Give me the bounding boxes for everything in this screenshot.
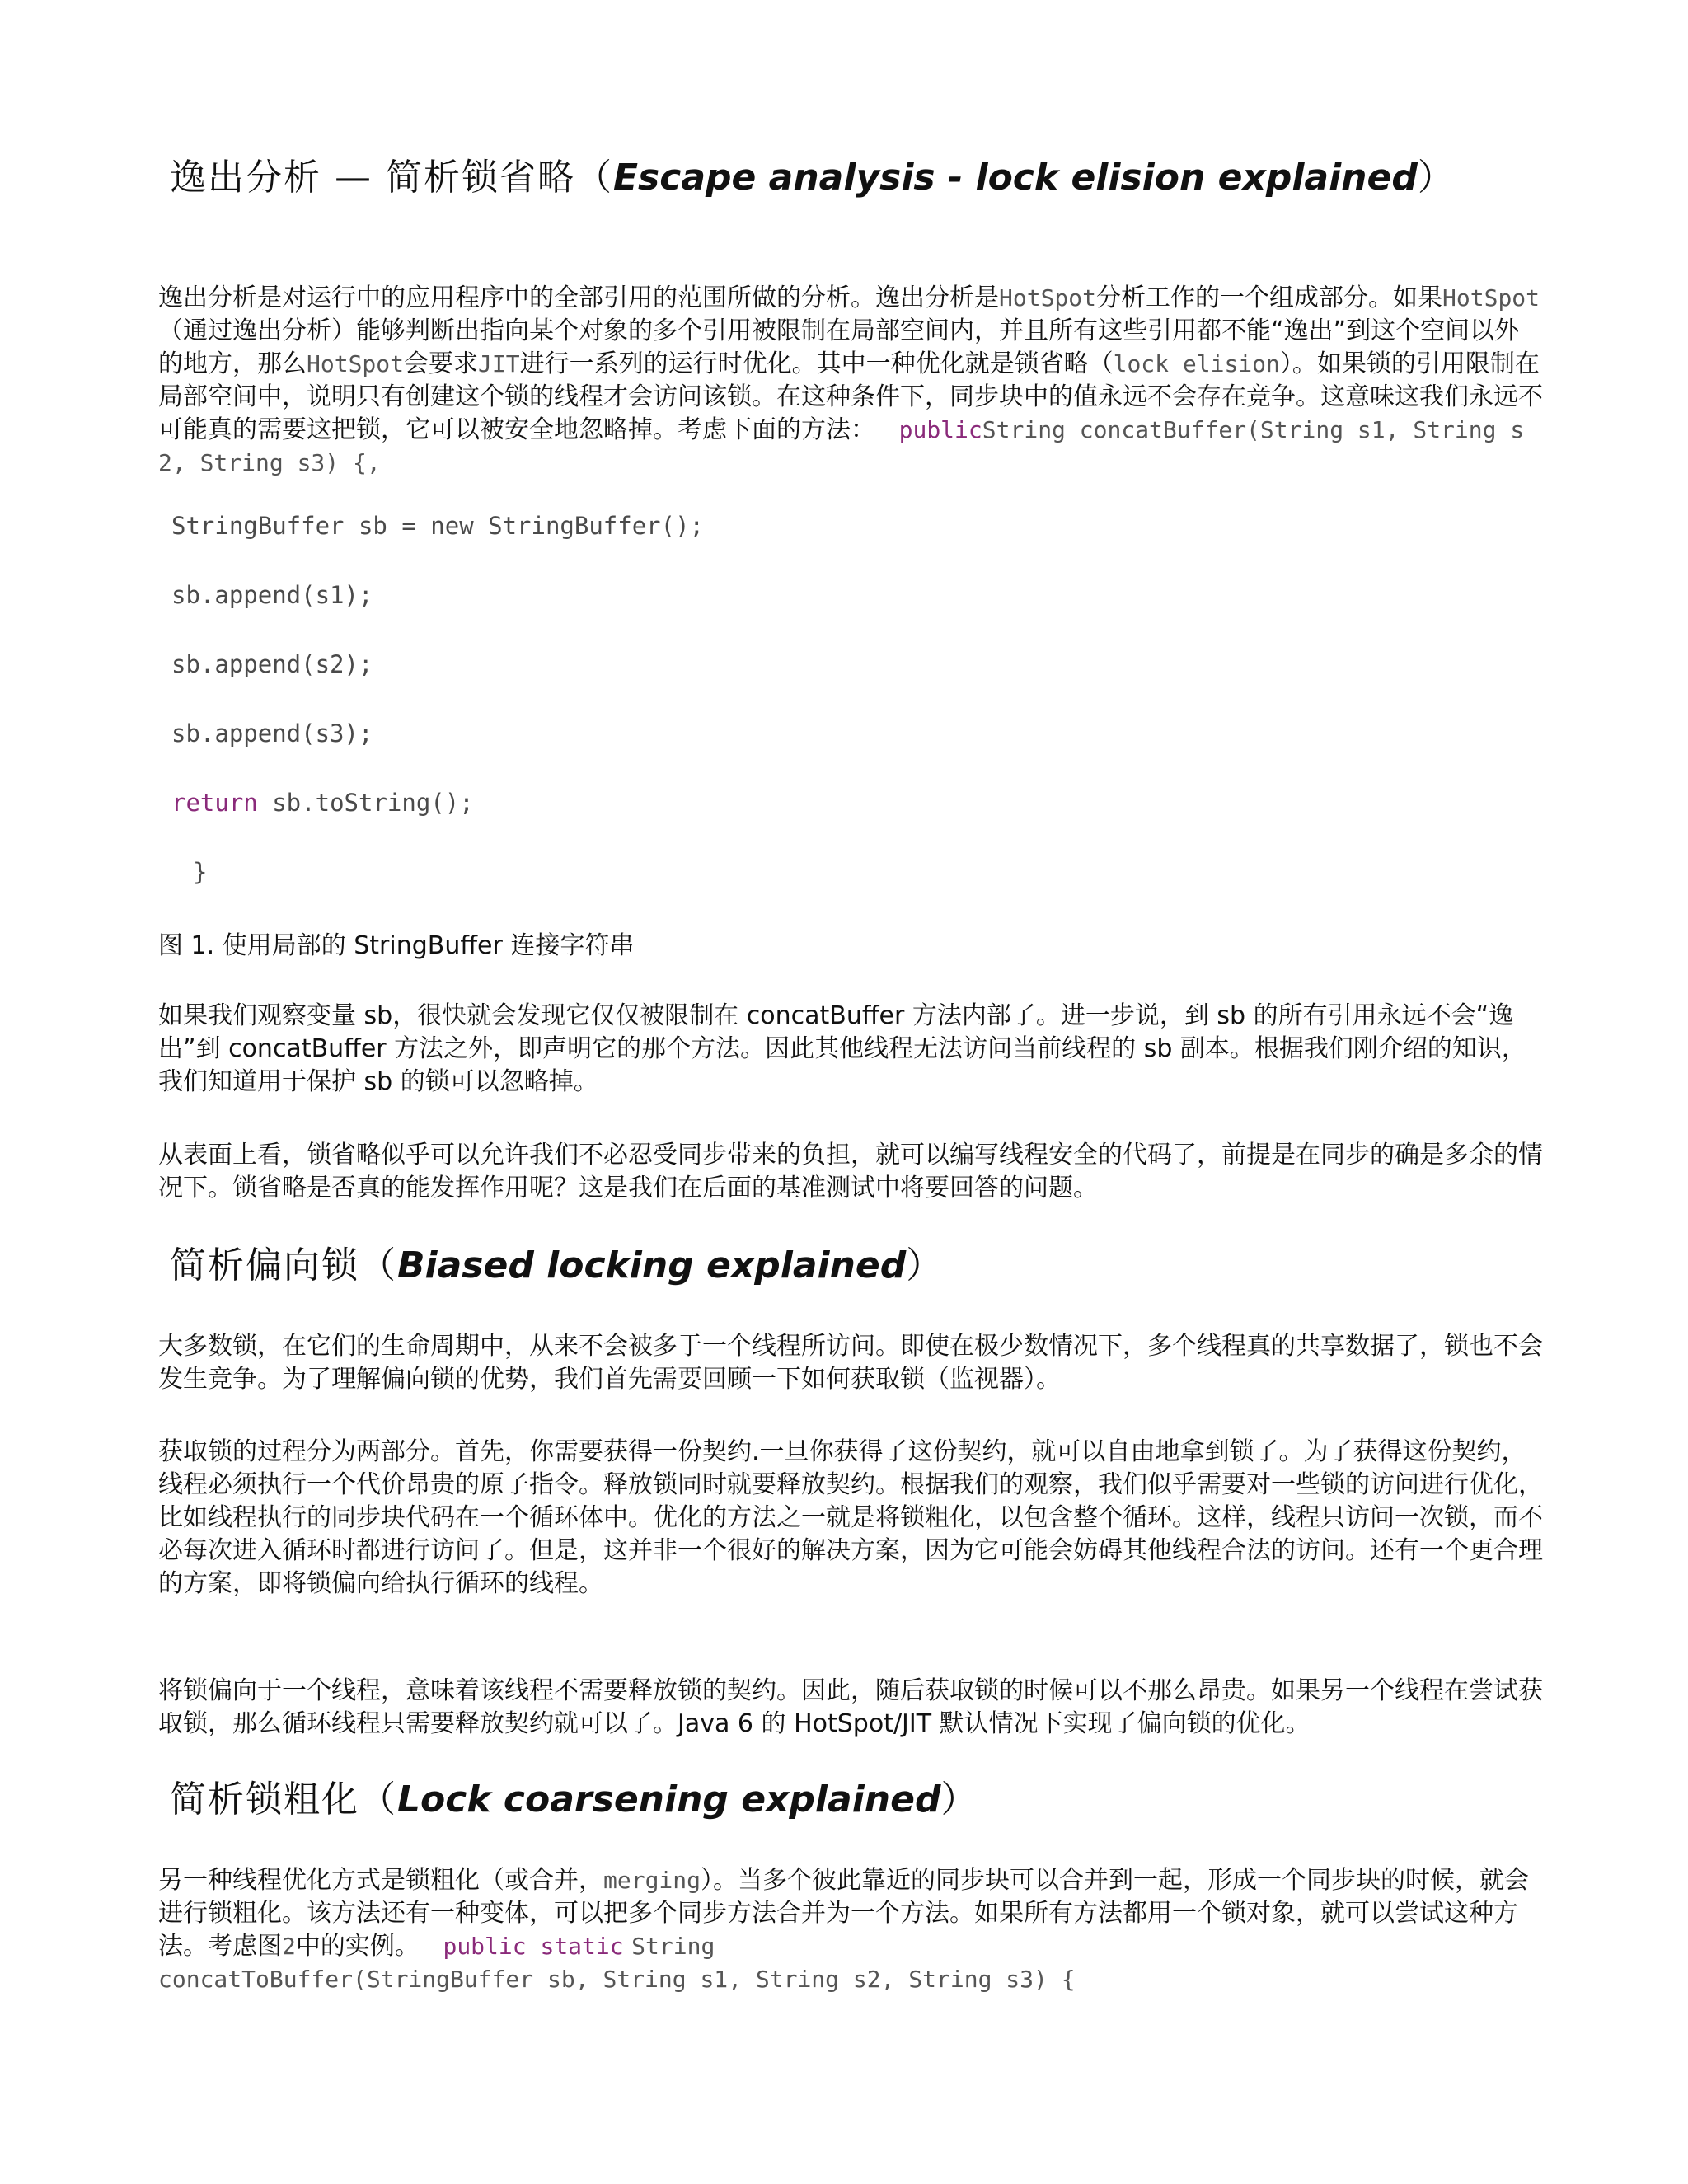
code-hotspot: HotSpot bbox=[307, 350, 405, 377]
title-english: Escape analysis - lock elision explained bbox=[612, 157, 1418, 199]
code-hotspot: HotSpot bbox=[999, 284, 1097, 312]
code-line-return bbox=[171, 786, 1543, 819]
code-hotspot: HotSpot bbox=[1442, 284, 1540, 312]
text-run: ）。如果锁的引用限制在局部空间中，说明只有创建这个锁的线程才会访问该锁。在这种条件下，同步块中的值永远不会存在竞争。这意味这我们永远不可能真的需要这把锁，它可以被安全地忽略掉。考虑下面的方法： bbox=[158, 349, 1543, 444]
code-block bbox=[171, 786, 1543, 819]
code-block bbox=[171, 509, 1543, 542]
text-run: ）。当多个彼此靠近的同步块可以合并到一起，形成一个同步块的时候，就会进行锁粗化。该方法还有一种变体，可以把多个同步方法合并为一个方法。如果所有方法都用一个锁对象，就可以尝试这种方法。考虑图 bbox=[158, 1866, 1530, 1961]
text-run: 分析工作的一个组成部分。如果 bbox=[1096, 284, 1443, 312]
code-block bbox=[171, 648, 1543, 681]
code-keyword-public: public bbox=[898, 416, 982, 443]
text-run: 会要求 bbox=[404, 349, 479, 378]
biased-lock-benefit-paragraph: 将锁偏向于一个线程，意味着该线程不需要释放锁的契约。因此，随后获取锁的时候可以不那么昂贵。如果另一个线程在尝试获取锁，那么循环线程只需要释放契约就可以了。Java 6 的 HotSpot/JIT 默认情况下实现了偏向锁的优化。 bbox=[158, 1676, 1543, 1738]
code-keyword-public-static: public static bbox=[443, 1933, 624, 1960]
section-title-lock-coarsening bbox=[158, 1777, 1543, 1823]
sb-confinement-paragraph: 如果我们观察变量 sb，很快就会发现它仅仅被限制在 concatBuffer 方法内部了。进一步说，到 sb 的所有引用永远不会“逸出”到 concatBuffer 方法之外，即声明它的那个方法。因此其他线程无法访问当前线程的 sb 副本。根据我们刚介绍的知识，我们知道用于保护 sb 的锁可以忽略掉。 bbox=[158, 1001, 1526, 1096]
code-method-signature: concatToBuffer(StringBuffer sb, String s1, String s2, String s3) { bbox=[158, 1966, 1076, 1993]
text-run: 进行一系列的运行时优化。其中一种优化就是锁省略（ bbox=[519, 349, 1114, 378]
code-text: sb.toString(); bbox=[257, 789, 474, 817]
code-line: sb.append(s2); bbox=[171, 650, 373, 678]
code-block bbox=[171, 579, 1543, 612]
text-run: 逸出分析是对运行中的应用程序中的全部引用的范围所做的分析。逸出分析是 bbox=[158, 284, 999, 312]
title-close: ） bbox=[940, 1779, 979, 1821]
code-keyword-return: return bbox=[171, 789, 258, 817]
title-close: ） bbox=[906, 1244, 945, 1286]
code-line: sb.append(s1); bbox=[171, 581, 373, 609]
title-chinese: 逸出分析 — 简析锁省略（ bbox=[170, 157, 613, 199]
code-merging: merging bbox=[603, 1867, 701, 1894]
figure-caption: 图 1. 使用局部的 StringBuffer 连接字符串 bbox=[158, 931, 635, 960]
code-type-string: String bbox=[631, 1933, 715, 1960]
text-run: 中的实例。 bbox=[295, 1932, 420, 1961]
lock-elision-summary-paragraph: 从表面上看，锁省略似乎可以允许我们不必忍受同步带来的负担，就可以编写线程安全的代码了，前提是在同步的确是多余的情况下。锁省略是否真的能发挥作用呢？这是我们在后面的基准测试中将要回答的问题。 bbox=[158, 1141, 1543, 1202]
title-close: ） bbox=[1417, 157, 1456, 199]
title-english: Biased locking explained bbox=[397, 1244, 907, 1286]
section-title-biased-locking bbox=[158, 1243, 1543, 1289]
code-block bbox=[193, 855, 1543, 888]
escape-analysis-paragraph bbox=[158, 282, 1543, 480]
title-chinese: 简析锁粗化（ bbox=[170, 1779, 397, 1821]
code-line: sb.append(s3); bbox=[171, 719, 373, 748]
code-line-close-brace: } bbox=[193, 858, 208, 886]
title-chinese: 简析偏向锁（ bbox=[170, 1244, 397, 1286]
text-run: 另一种线程优化方式是锁粗化（或合并， bbox=[158, 1866, 603, 1895]
code-figure-number: 2 bbox=[282, 1933, 296, 1960]
biased-locking-intro-paragraph: 大多数锁，在它们的生命周期中，从来不会被多于一个线程所访问。即使在极少数情况下，多个线程真的共享数据了，锁也不会发生竞争。为了理解偏向锁的优势，我们首先需要回顾一下如何获取锁（监视器）。 bbox=[158, 1332, 1543, 1394]
code-lock-elision: lock elision bbox=[1113, 350, 1280, 377]
section-title-escape-analysis bbox=[158, 155, 1543, 201]
text-run: （通过逸出分析）能够判断出指向某个对象的多个引用被限制在局部空间内，并且所有这些引用都不能“逸出”到这个空间以外的地方，那么 bbox=[158, 316, 1520, 378]
lock-coarsening-paragraph bbox=[158, 1864, 1543, 1996]
code-line: StringBuffer sb = new StringBuffer(); bbox=[171, 512, 705, 540]
title-english: Lock coarsening explained bbox=[397, 1779, 941, 1821]
code-jit: JIT bbox=[478, 350, 520, 377]
code-block bbox=[171, 717, 1543, 750]
code-method-signature: String concatBuffer(String s1, String s2, String s3) {, bbox=[158, 416, 1525, 476]
lock-acquisition-paragraph: 获取锁的过程分为两部分。首先，你需要获得一份契约.一旦你获得了这份契约，就可以自由地拿到锁了。为了获得这份契约，线程必须执行一个代价昂贵的原子指令。释放锁同时就要释放契约。根据我们的观察，我们似乎需要对一些锁的访问进行优化，比如线程执行的同步块代码在一个循环体中。优化的方法之一就是将锁粗化，以包含整个循环。这样，线程只访问一次锁，而不必每次进入循环时都进行访问了。但是，这并非一个很好的解决方案，因为它可能会妨碍其他线程合法的访问。还有一个更合理的方案，即将锁偏向给执行循环的线程。 bbox=[158, 1437, 1543, 1598]
